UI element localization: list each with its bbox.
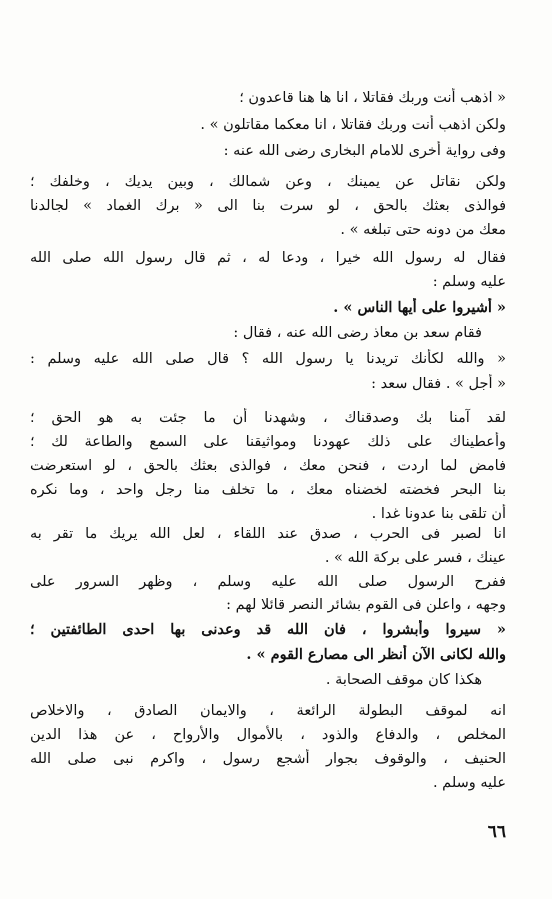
text-line: ففرح الرسول صلى الله عليه وسلم ، وظهر السرور على	[30, 574, 506, 590]
text-line: انه لموقف البطولة الرائعة ، والايمان الصادق ، والاخلاص	[30, 703, 506, 719]
text-line: هكذا كان موقف الصحابة .	[325, 672, 482, 688]
text-line: فوالذى بعثك بالحق ، لو سرت بنا الى « برك الغماد » لجالدنا	[30, 198, 506, 214]
text-line: عينك ، فسر على بركة الله » .	[324, 550, 506, 566]
text-line: انا لصبر فى الحرب ، صدق عند اللقاء ، لعل الله يريك ما تقر به	[30, 526, 506, 542]
text-line: المخلص ، والدفاع والذود ، بالأموال والأرواح ، عن هذا الدين	[30, 727, 506, 743]
text-line: وأعطيناك على ذلك عهودنا ومواثيقنا على السمع والطاعة لك ؛	[30, 434, 506, 450]
text-line: الحنيف ، والوقوف بجوار أشجع رسول ، واكرم نبى صلى الله	[30, 751, 506, 767]
text-line-emphasis: « أشيروا على أيها الناس » .	[333, 299, 506, 316]
text-line: وفى رواية أخرى للامام البخارى رضى الله عنه :	[223, 143, 506, 159]
text-line: بنا البحر فخضته لخضناه معك ، ما تخلف منا رجل واحد ، وما نكره	[30, 482, 506, 498]
text-line: « أجل » . فقال سعد :	[371, 376, 506, 392]
text-line: فامض لما اردت ، فنحن معك ، فوالذى بعثك بالحق ، لو استعرضت	[30, 458, 506, 474]
text-line: ولكن اذهب أنت وربك فقاتلا ، انا معكما مقاتلون » .	[200, 117, 506, 133]
page-number: ٦٦	[487, 822, 506, 842]
text-line: معك من دونه حتى تبلغه » .	[340, 222, 506, 238]
text-line: عليه وسلم .	[432, 775, 506, 791]
text-line-emphasis: والله لكانى الآن أنظر الى مصارع القوم » .	[246, 646, 506, 663]
text-line: « والله لكأنك تريدنا يا رسول الله ؟ قال صلى الله عليه وسلم :	[30, 351, 506, 367]
text-line: وجهه ، واعلن فى القوم بشائر النصر قائلا لهم :	[226, 597, 506, 613]
text-line: لقد آمنا بك وصدقناك ، وشهدنا أن ما جئت به هو الحق ؛	[30, 410, 506, 426]
text-line: « اذهب أنت وربك فقاتلا ، انا ها هنا قاعدون ؛	[239, 90, 506, 106]
text-line-emphasis: « سيروا وأبشروا ، فان الله قد وعدنى بها احدى الطائفتين ؛	[30, 621, 506, 638]
text-line: ولكن نقاتل عن يمينك ، وعن شمالك ، وبين يديك ، وخلفك ؛	[30, 174, 506, 190]
text-line: فقام سعد بن معاذ رضى الله عنه ، فقال :	[233, 325, 482, 341]
text-line: فقال له رسول الله خيرا ، ودعا له ، ثم قال رسول الله صلى الله	[30, 250, 506, 266]
text-line: أن تلقى بنا عدونا غدا .	[371, 506, 506, 522]
text-line: عليه وسلم :	[432, 274, 506, 290]
